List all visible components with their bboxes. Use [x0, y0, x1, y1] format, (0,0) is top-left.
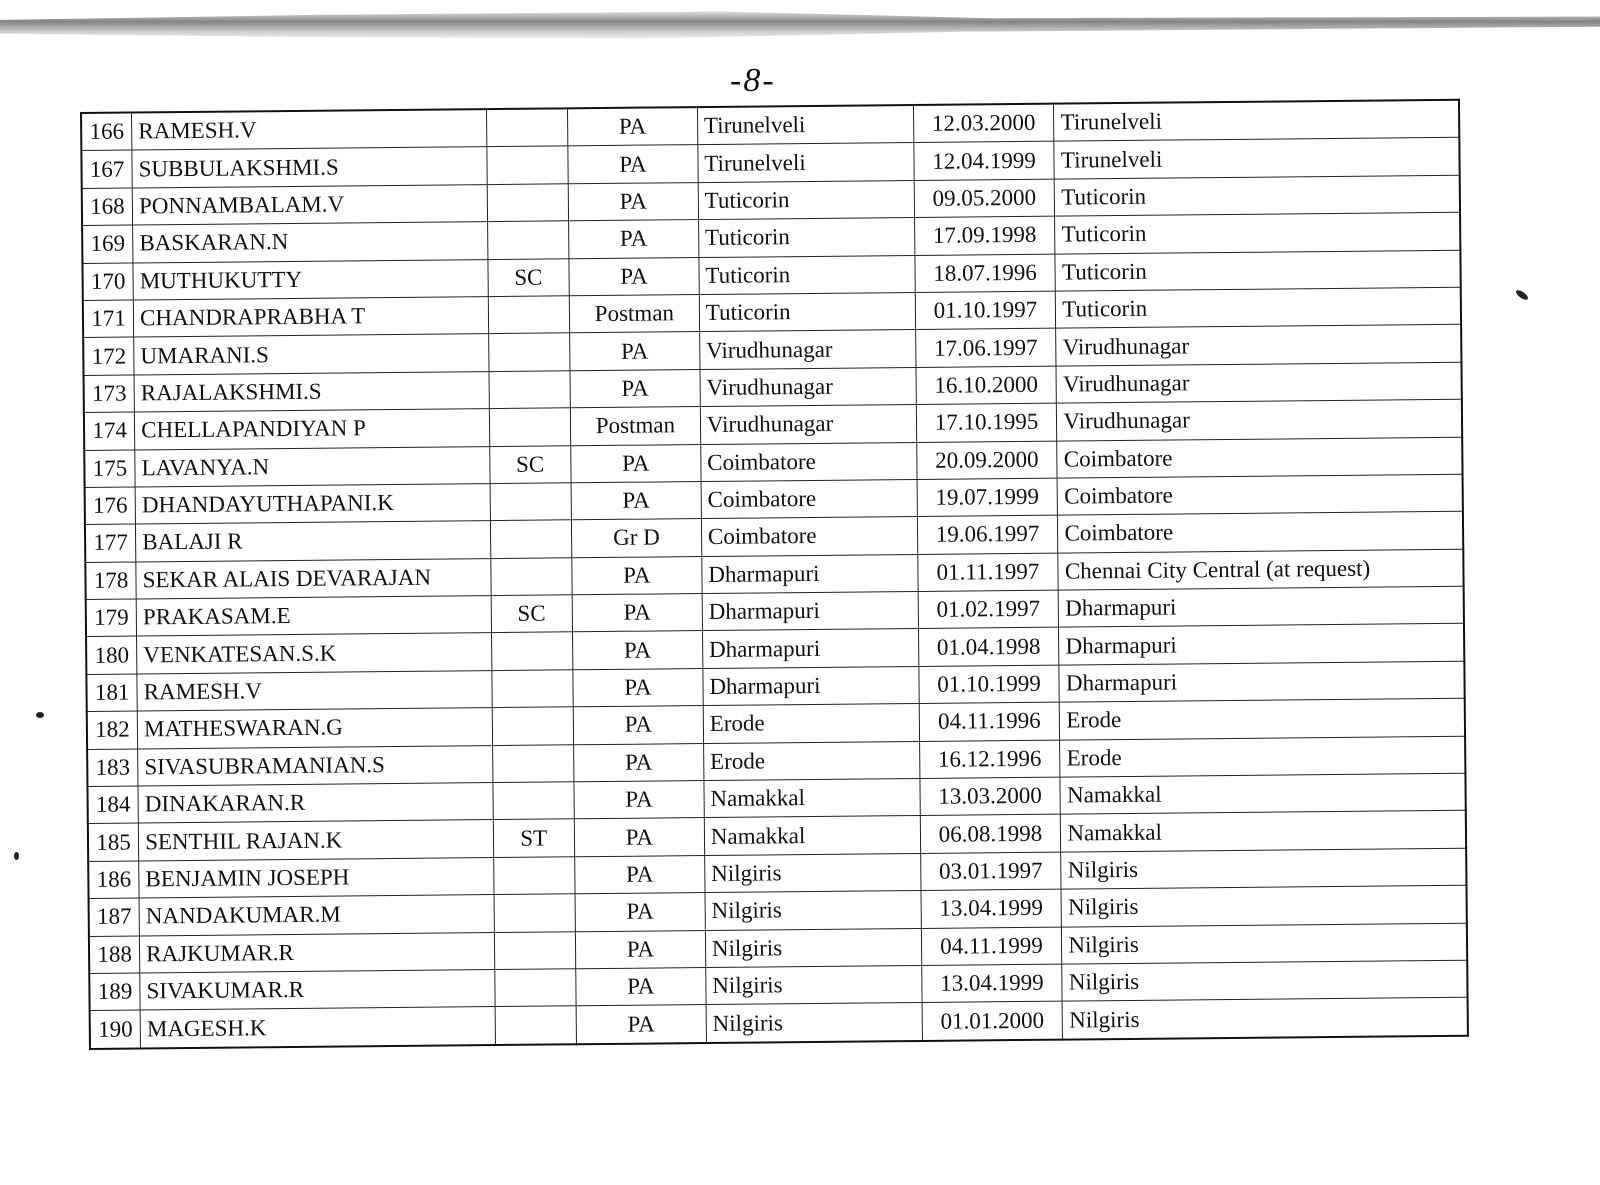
- date-cell: 01.01.2000: [922, 1001, 1063, 1040]
- posting-cell: Nilgiris: [1061, 885, 1466, 926]
- category-cell: [486, 146, 568, 184]
- posting-cell: Erode: [1060, 736, 1465, 777]
- employee-name-cell: VENKATESAN.S.K: [137, 633, 492, 674]
- division-cell: Dharmapuri: [702, 592, 918, 631]
- cadre-cell: PA: [576, 1005, 706, 1044]
- date-cell: 09.05.2000: [914, 179, 1055, 218]
- posting-cell: Tirunelveli: [1054, 100, 1459, 142]
- category-cell: [488, 296, 570, 334]
- division-cell: Tirunelveli: [698, 143, 914, 182]
- cadre-cell: PA: [574, 743, 704, 782]
- serial-number-cell: 181: [86, 674, 137, 712]
- category-cell: [491, 670, 573, 708]
- cadre-cell: PA: [574, 818, 704, 857]
- employee-name-cell: UMARANI.S: [134, 334, 489, 375]
- cadre-cell: PA: [574, 781, 704, 820]
- division-cell: Virudhunagar: [700, 405, 916, 444]
- category-cell: [487, 184, 569, 222]
- division-cell: Virudhunagar: [699, 330, 915, 369]
- posting-cell: Nilgiris: [1061, 848, 1466, 889]
- serial-number-cell: 176: [85, 487, 136, 525]
- division-cell: Tuticorin: [698, 180, 914, 219]
- serial-number-cell: 184: [87, 786, 138, 824]
- employee-name-cell: MUTHUKUTTY: [133, 259, 488, 300]
- cadre-cell: PA: [569, 257, 699, 296]
- staff-roster-table: [80, 99, 1469, 1050]
- division-cell: Coimbatore: [701, 442, 917, 481]
- posting-cell: Nilgiris: [1062, 923, 1467, 964]
- employee-name-cell: BALAJI R: [136, 521, 491, 562]
- division-cell: Dharmapuri: [702, 554, 918, 593]
- posting-cell: Dharmapuri: [1059, 661, 1464, 702]
- employee-name-cell: PONNAMBALAM.V: [132, 184, 487, 225]
- posting-cell: Tuticorin: [1056, 287, 1461, 328]
- date-cell: 17.10.1995: [916, 403, 1057, 442]
- category-cell: ST: [493, 819, 575, 857]
- employee-name-cell: SENTHIL RAJAN.K: [138, 820, 493, 861]
- employee-name-cell: MATHESWARAN.G: [137, 708, 492, 749]
- division-cell: Nilgiris: [706, 1003, 922, 1043]
- posting-cell: Nilgiris: [1063, 998, 1468, 1040]
- date-cell: 19.07.1999: [917, 478, 1058, 517]
- posting-cell: Coimbatore: [1058, 512, 1463, 553]
- date-cell: 18.07.1996: [914, 254, 1055, 293]
- serial-number-cell: 167: [81, 150, 132, 188]
- division-cell: Tirunelveli: [697, 105, 913, 145]
- date-cell: 17.09.1998: [914, 216, 1055, 255]
- date-cell: 01.11.1997: [917, 553, 1058, 592]
- posting-cell: Coimbatore: [1057, 474, 1462, 515]
- division-cell: Dharmapuri: [703, 666, 919, 705]
- category-cell: [490, 520, 572, 558]
- date-cell: 13.03.2000: [919, 777, 1060, 816]
- serial-number-cell: 170: [82, 263, 133, 301]
- posting-cell: Namakkal: [1061, 811, 1466, 852]
- employee-name-cell: SIVAKUMAR.R: [140, 970, 495, 1011]
- date-cell: 04.11.1999: [921, 927, 1062, 966]
- posting-cell: Chennai City Central (at request): [1058, 549, 1463, 590]
- division-cell: Nilgiris: [705, 891, 921, 930]
- date-cell: 12.04.1999: [913, 142, 1054, 181]
- division-cell: Tuticorin: [699, 255, 915, 294]
- cadre-cell: PA: [573, 668, 703, 707]
- posting-cell: Dharmapuri: [1059, 586, 1464, 627]
- category-cell: SC: [487, 258, 569, 296]
- date-cell: 04.11.1996: [919, 702, 1060, 741]
- employee-name-cell: SEKAR ALAIS DEVARAJAN: [136, 558, 491, 599]
- cadre-cell: PA: [573, 706, 703, 745]
- employee-name-cell: MAGESH.K: [140, 1007, 495, 1048]
- category-cell: [487, 221, 569, 259]
- posting-cell: Erode: [1060, 698, 1465, 739]
- date-cell: 01.02.1997: [918, 590, 1059, 629]
- category-cell: [486, 108, 568, 147]
- category-cell: SC: [489, 445, 571, 483]
- employee-name-cell: PRAKASAM.E: [136, 596, 491, 637]
- serial-number-cell: 189: [89, 973, 140, 1011]
- employee-name-cell: CHELLAPANDIYAN P: [135, 409, 490, 450]
- posting-cell: Tuticorin: [1055, 250, 1460, 291]
- category-cell: SC: [491, 595, 573, 633]
- serial-number-cell: 186: [88, 861, 139, 899]
- posting-cell: Coimbatore: [1057, 437, 1462, 478]
- cadre-cell: PA: [570, 332, 700, 371]
- division-cell: Tuticorin: [698, 218, 914, 257]
- employee-name-cell: DINAKARAN.R: [138, 783, 493, 824]
- serial-number-cell: 187: [89, 898, 140, 936]
- division-cell: Namakkal: [704, 779, 920, 818]
- serial-number-cell: 169: [82, 225, 133, 263]
- serial-number-cell: 166: [81, 113, 132, 151]
- cadre-cell: PA: [568, 182, 698, 221]
- date-cell: 12.03.2000: [913, 104, 1054, 143]
- division-cell: Erode: [703, 741, 919, 780]
- category-cell: [494, 969, 576, 1007]
- category-cell: [490, 557, 572, 595]
- cadre-cell: Gr D: [571, 519, 701, 558]
- date-cell: 16.10.2000: [916, 366, 1057, 405]
- posting-cell: Namakkal: [1060, 773, 1465, 814]
- date-cell: 16.12.1996: [919, 740, 1060, 779]
- posting-cell: Tirunelveli: [1054, 138, 1459, 179]
- posting-cell: Nilgiris: [1062, 960, 1467, 1001]
- division-cell: Erode: [703, 704, 919, 743]
- category-cell: [493, 857, 575, 895]
- division-cell: Nilgiris: [704, 853, 920, 892]
- employee-name-cell: RAJKUMAR.R: [140, 932, 495, 973]
- category-cell: [494, 894, 576, 932]
- employee-name-cell: RAJALAKSHMI.S: [134, 371, 489, 412]
- division-cell: Nilgiris: [706, 965, 922, 1004]
- serial-number-cell: 188: [89, 936, 140, 974]
- cadre-cell: PA: [568, 145, 698, 184]
- serial-number-cell: 179: [86, 599, 137, 637]
- date-cell: 20.09.2000: [916, 441, 1057, 480]
- category-cell: [491, 632, 573, 670]
- cadre-cell: PA: [576, 968, 706, 1007]
- category-cell: [492, 782, 574, 820]
- employee-name-cell: CHANDRAPRABHA T: [133, 297, 488, 338]
- date-cell: 01.10.1999: [918, 665, 1059, 704]
- category-cell: [489, 371, 571, 409]
- division-cell: Dharmapuri: [702, 629, 918, 668]
- posting-cell: Tuticorin: [1055, 175, 1460, 216]
- serial-number-cell: 190: [90, 1010, 141, 1048]
- serial-number-cell: 172: [83, 337, 134, 375]
- category-cell: [489, 408, 571, 446]
- division-cell: Tuticorin: [699, 292, 915, 331]
- cadre-cell: PA: [572, 631, 702, 670]
- date-cell: 01.04.1998: [918, 628, 1059, 667]
- cadre-cell: PA: [571, 444, 701, 483]
- serial-number-cell: 182: [87, 711, 138, 749]
- cadre-cell: PA: [572, 556, 702, 595]
- serial-number-cell: 185: [88, 823, 139, 861]
- posting-cell: Tuticorin: [1055, 212, 1460, 253]
- category-cell: [488, 333, 570, 371]
- employee-name-cell: BENJAMIN JOSEPH: [139, 857, 494, 898]
- cadre-cell: Postman: [569, 295, 699, 334]
- date-cell: 06.08.1998: [920, 815, 1061, 854]
- category-cell: [495, 1006, 577, 1045]
- scan-speck: [1515, 289, 1530, 302]
- serial-number-cell: 171: [83, 300, 134, 338]
- serial-number-cell: 175: [84, 450, 135, 488]
- serial-number-cell: 180: [86, 636, 137, 674]
- date-cell: 03.01.1997: [920, 852, 1061, 891]
- date-cell: 13.04.1999: [921, 964, 1062, 1003]
- division-cell: Coimbatore: [701, 517, 917, 556]
- serial-number-cell: 168: [82, 188, 133, 226]
- category-cell: [492, 744, 574, 782]
- page-number: -8-: [730, 62, 776, 99]
- scan-speck: [36, 712, 44, 718]
- division-cell: Nilgiris: [705, 928, 921, 967]
- serial-number-cell: 177: [85, 524, 136, 562]
- date-cell: 19.06.1997: [917, 515, 1058, 554]
- roster-body: [81, 100, 1468, 1049]
- cadre-cell: PA: [571, 481, 701, 520]
- scan-shadow: [0, 8, 1600, 42]
- category-cell: [490, 483, 572, 521]
- cadre-cell: PA: [569, 220, 699, 259]
- serial-number-cell: 173: [84, 375, 135, 413]
- employee-name-cell: BASKARAN.N: [133, 222, 488, 263]
- employee-name-cell: SUBBULAKSHMI.S: [132, 147, 487, 188]
- division-cell: Virudhunagar: [700, 367, 916, 406]
- cadre-cell: PA: [567, 107, 697, 146]
- serial-number-cell: 178: [85, 562, 136, 600]
- division-cell: Namakkal: [704, 816, 920, 855]
- posting-cell: Virudhunagar: [1056, 325, 1461, 366]
- employee-name-cell: LAVANYA.N: [135, 446, 490, 487]
- scan-speck: [14, 852, 19, 860]
- date-cell: 01.10.1997: [915, 291, 1056, 330]
- category-cell: [492, 707, 574, 745]
- employee-name-cell: RAMESH.V: [132, 109, 487, 150]
- cadre-cell: Postman: [570, 407, 700, 446]
- cadre-cell: PA: [575, 930, 705, 969]
- date-cell: 17.06.1997: [915, 328, 1056, 367]
- posting-cell: Virudhunagar: [1057, 399, 1462, 440]
- employee-name-cell: SIVASUBRAMANIAN.S: [138, 745, 493, 786]
- date-cell: 13.04.1999: [921, 889, 1062, 928]
- cadre-cell: PA: [570, 369, 700, 408]
- cadre-cell: PA: [575, 855, 705, 894]
- serial-number-cell: 174: [84, 412, 135, 450]
- category-cell: [494, 931, 576, 969]
- posting-cell: Dharmapuri: [1059, 624, 1464, 665]
- employee-name-cell: RAMESH.V: [137, 670, 492, 711]
- employee-name-cell: DHANDAYUTHAPANI.K: [135, 483, 490, 524]
- cadre-cell: PA: [575, 893, 705, 932]
- serial-number-cell: 183: [87, 749, 138, 787]
- division-cell: Coimbatore: [701, 479, 917, 518]
- cadre-cell: PA: [572, 594, 702, 633]
- posting-cell: Virudhunagar: [1056, 362, 1461, 403]
- employee-name-cell: NANDAKUMAR.M: [139, 895, 494, 936]
